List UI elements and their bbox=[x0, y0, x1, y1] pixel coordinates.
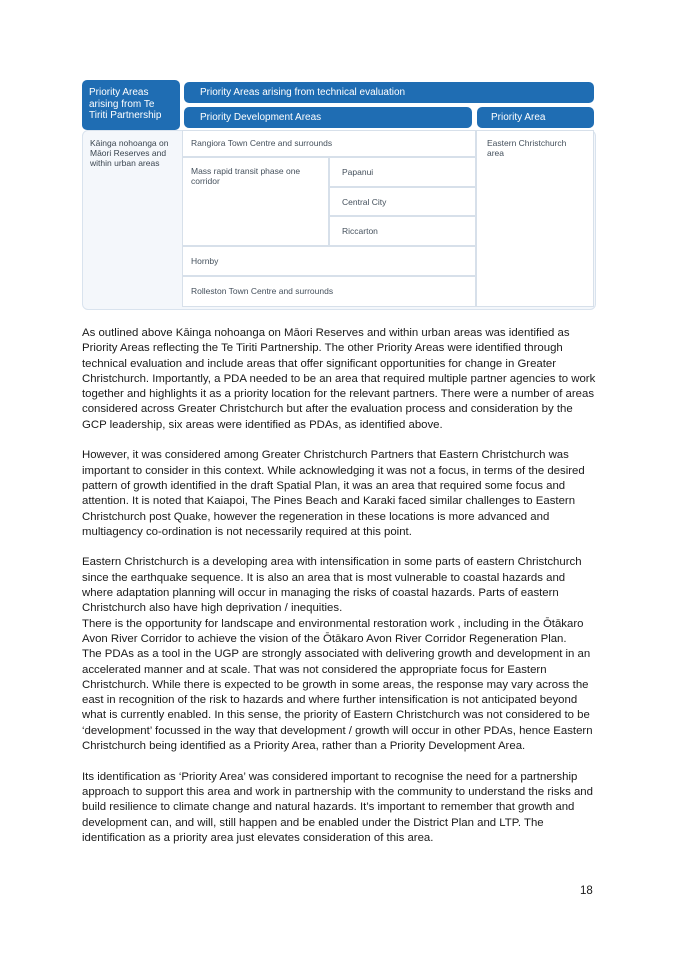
header-te-tiriti-partnership: Priority Areas arising from Te Tiriti Partnership bbox=[82, 80, 180, 130]
cell-rolleston: Rolleston Town Centre and surrounds bbox=[182, 276, 476, 307]
cell-eastern-christchurch: Eastern Christchurch area bbox=[476, 130, 594, 307]
cell-riccarton: Riccarton bbox=[329, 216, 476, 246]
body-text bbox=[82, 326, 598, 861]
paragraph-eastern-christchurch-context: However, it was considered among Greater Christchurch Partners that Eastern Christchurch was important to consider in this context. While acknowledging it was not a focus, in terms of the desired pattern of growth identified in the draft Spatial Plan, it was an area that required some focus and attention. It is noted that Kaiapoi, The Pines Beach and Karaki faced similar challenges to Eastern Christchurch post Quake, however the regeneration in these locations is more advanced and multiagency co-ordination is not necessarily required at this point. bbox=[82, 449, 585, 538]
header-priority-area: Priority Area bbox=[477, 107, 594, 128]
header-priority-development-areas: Priority Development Areas bbox=[184, 107, 472, 128]
page-number: 18 bbox=[580, 885, 593, 897]
cell-papanui: Papanui bbox=[329, 157, 476, 187]
paragraph-eastern-christchurch-developing: Eastern Christchurch is a developing area with intensification in some parts of eastern Christchurch since the earthquake sequence. It is also an area that is most vulnerable to coastal hazards and where adaptation planning will occur in managing the risks of coastal hazards. Parts of eastern Christchurch also have high deprivation / inequities. bbox=[82, 556, 582, 615]
cell-kainga-nohoanga: Kāinga nohoanga on Māori Reserves and within urban areas bbox=[90, 138, 169, 168]
cell-rangiora: Rangiora Town Centre and surrounds bbox=[182, 130, 476, 157]
paragraph-pda-tool: The PDAs as a tool in the UGP are strongly associated with delivering growth and development in an accelerated manner and at scale. That was not considered the appropriate focus for Eastern Christchurch. While there is expected to be growth in some areas, the response may vary across the east in recognition of the risk to hazards and where further intensification is not anticipated beyond what is currently enabled. In this sense, the priority of Eastern Christchurch was not considered to be ‘development’ focussed in the way that development / growth will occur in other PDAs, hence Eastern Christchurch being identified as a Priority Area, rather than a Priority Development Area. bbox=[82, 648, 593, 753]
cell-hornby: Hornby bbox=[182, 246, 476, 276]
paragraph-priority-area-identification: Its identification as ‘Priority Area’ was considered important to recognise the need for a partnership approach to support this area and work in partnership with the community to understand the risks and build resilience to climate change and natural hazards. It’s important to remember that growth and development can, and will, still happen and be enabled under the District Plan and LTP. The identification as a priority area just elevates consideration of this area. bbox=[82, 770, 593, 844]
cell-mass-rapid-transit: Mass rapid transit phase one corridor bbox=[182, 157, 329, 246]
header-technical-evaluation: Priority Areas arising from technical evaluation bbox=[184, 82, 594, 103]
priority-areas-diagram bbox=[82, 80, 594, 310]
cell-central-city: Central City bbox=[329, 187, 476, 216]
paragraph-kainga-nohoanga: As outlined above Kāinga nohoanga on Māori Reserves and within urban areas was identified as Priority Areas reflecting the Te Tiriti Partnership. The other Priority Areas were identified through technical evaluation and include areas that offer significant opportunities for change in Greater Christchurch. Importantly, a PDA needed to be an area that required multiple partner agencies to work together and highlights it as a priority location for the relevant partners. There were a number of areas considered across Greater Christchurch but after the evaluation process and consideration by the GCP leadership, six areas were identified as PDAs, as identified above. bbox=[82, 327, 596, 431]
paragraph-restoration-opportunity: There is the opportunity for landscape and environmental restoration work , including in the Ōtākaro Avon River Corridor to achieve the vision of the Ōtākaro Avon River Corridor Regeneration Plan. bbox=[82, 617, 584, 645]
